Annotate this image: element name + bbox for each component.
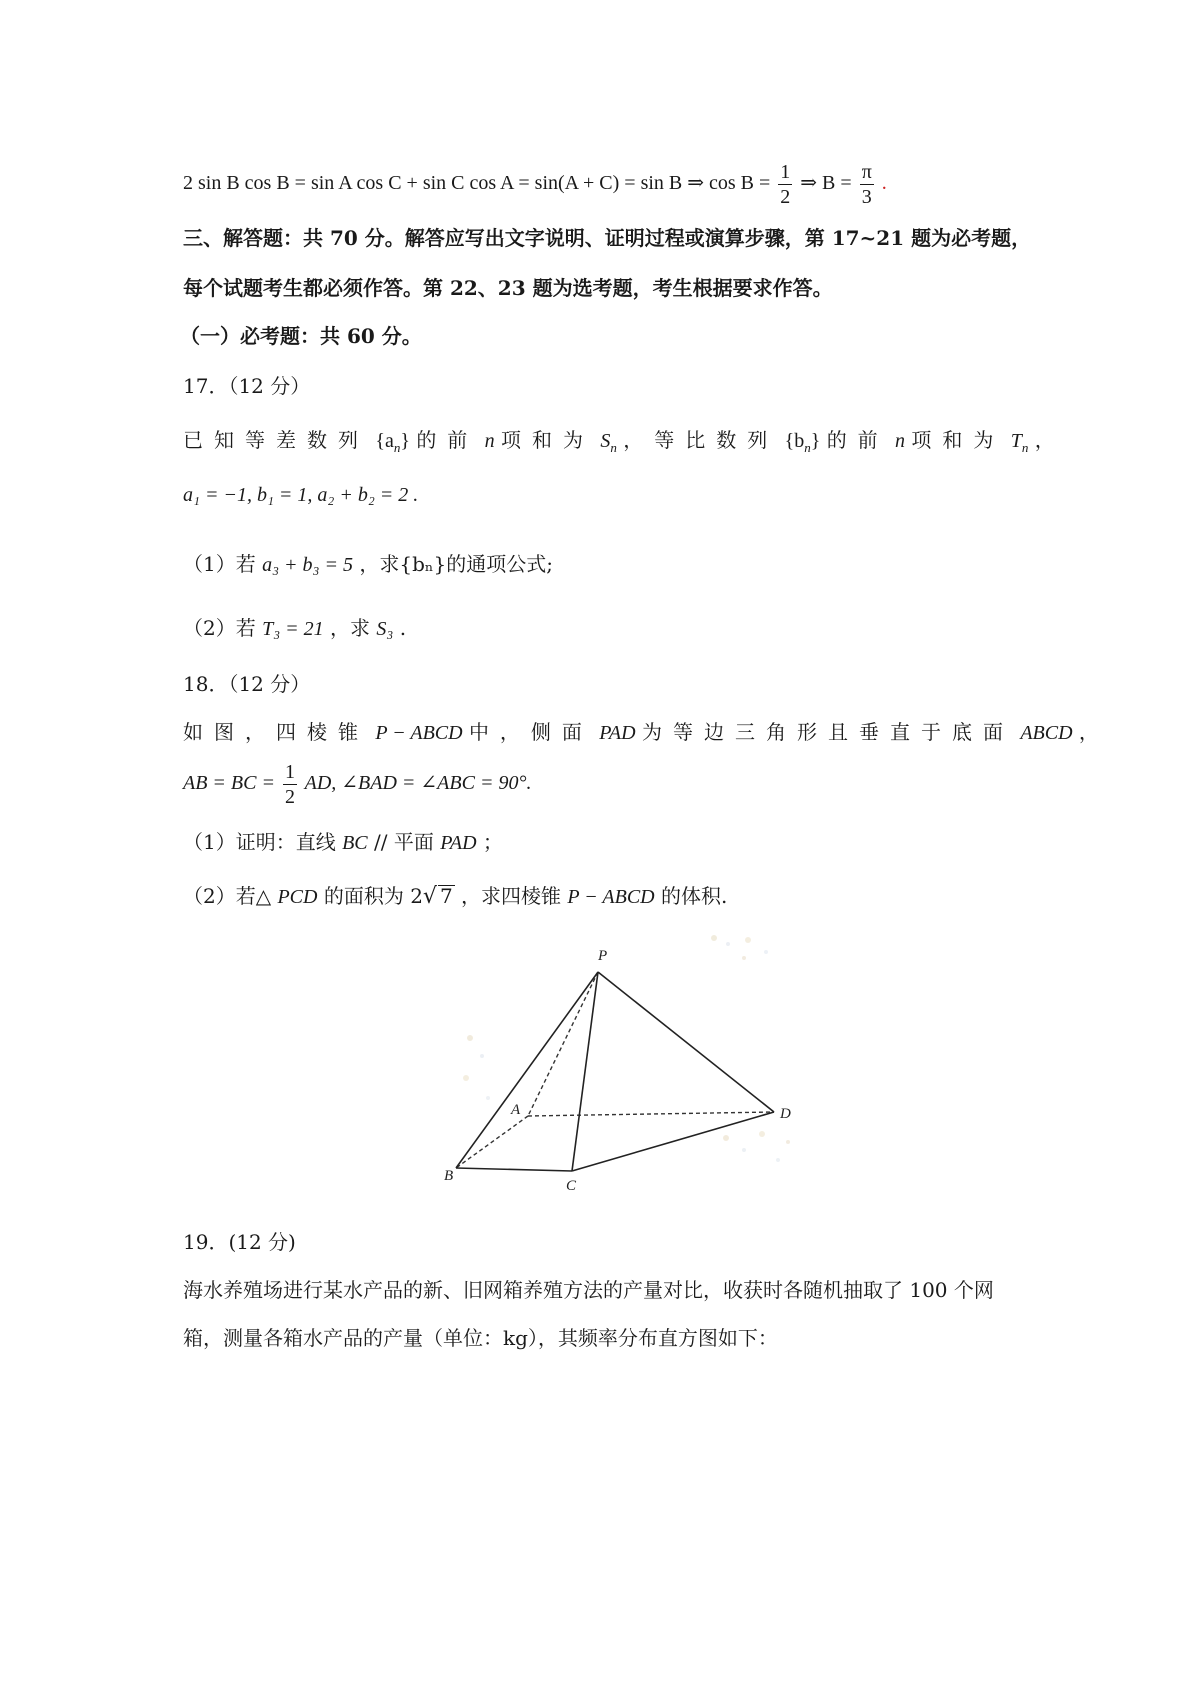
vertex-label-A: A [511, 1102, 521, 1118]
var-S: S [600, 430, 611, 452]
fraction-denominator: 2 [284, 786, 295, 808]
q18-stem [183, 716, 1099, 745]
q18-text: 如图，四棱锥 [183, 720, 369, 744]
q17-given: a₁ = −1, b₁ = 1, a₂ + b₂ = 2 . [183, 484, 419, 506]
var-n: n [895, 430, 906, 452]
q17-part2-end: . [399, 616, 407, 640]
fraction-numerator: 1 [284, 761, 295, 783]
q18-part2-triangle: PCD [277, 886, 318, 908]
q18-part2 [183, 880, 727, 909]
edge-AB [456, 1116, 528, 1168]
q17-part1-ask: ，求{bₙ}的通项公式; [359, 552, 554, 576]
q17-part2-ask: ，求 [330, 616, 371, 640]
edge-AD [528, 1112, 774, 1116]
vertex-label-P: P [598, 948, 608, 964]
q17-number: 17．（12 分） [183, 374, 311, 398]
var-T: T [1010, 430, 1022, 452]
fraction-one-half [778, 160, 792, 209]
seq-close: } [810, 430, 821, 452]
q17-part2-target: S₃ [376, 618, 394, 640]
fraction-one-half [283, 760, 297, 809]
var-S-sub: n [610, 440, 617, 455]
section3-line2: 每个试题考生都必须作答。第 22、23 题为选考题，考生根据要求作答。 [183, 276, 833, 300]
fraction-numerator: 1 [780, 161, 791, 183]
q18-part2-radicand: 7 [439, 884, 453, 908]
q18-text: 中，侧面 [468, 720, 593, 744]
seq-close: } [400, 430, 410, 452]
fraction-numerator: π [861, 161, 872, 183]
q18-part2-coef: 2 [410, 884, 423, 908]
q18-eq-left: AB = BC = [183, 772, 275, 795]
q17-stem [183, 424, 1055, 456]
q19-line1: 海水养殖场进行某水产品的新、旧网箱养殖方法的产量对比，收获时各随机抽取了 100 个网 [183, 1278, 994, 1302]
q18-pyramid: P − ABCD [375, 722, 463, 744]
fraction-pi-third [860, 160, 874, 209]
pyramid-diagram [444, 928, 828, 1194]
q17-text: ，等比数列 [623, 428, 779, 452]
q18-base: ABCD [1020, 722, 1073, 744]
q18-given [183, 760, 531, 809]
vertex-label-D: D [780, 1106, 791, 1122]
q17-text: 项和为 [501, 428, 595, 452]
formula-line [183, 160, 887, 209]
var-T-sub: n [1021, 440, 1029, 455]
q17-part2 [183, 612, 406, 641]
q18-eq-right: AD, ∠BAD = ∠ABC = 90°. [304, 772, 532, 795]
q18-part1 [183, 826, 503, 855]
q18-text: 为等边三角形且垂直于底面 [641, 720, 1014, 744]
q17-part2-label: （2）若 [183, 616, 256, 640]
q18-part1-plane: PAD [440, 832, 477, 854]
q17-text: 的前 [826, 428, 889, 452]
q17-part1 [183, 548, 553, 577]
seq-a-sub: n [393, 440, 401, 455]
q18-part2-ask: ，求四棱锥 [461, 884, 562, 908]
q17-part2-condition: T₃ = 21 [262, 618, 324, 640]
q18-part1-line: BC [342, 832, 368, 854]
edge-CD [572, 1112, 774, 1171]
q18-text: ， [1078, 720, 1099, 744]
q18-part1-label: （1）证明：直线 [183, 830, 336, 854]
q18-part1-end: ； [482, 830, 503, 854]
q19-line2: 箱，测量各箱水产品的产量（单位：kg），其频率分布直方图如下： [183, 1326, 778, 1350]
q17-text: 项和为 [911, 428, 1005, 452]
edge-PA [528, 972, 598, 1116]
fraction-denominator: 3 [861, 186, 872, 208]
q18-part2-pyramid: P − ABCD [567, 886, 655, 908]
q17-part1-label: （1）若 [183, 552, 256, 576]
edge-BC [456, 1168, 572, 1171]
seq-a: {a [375, 430, 394, 452]
part1-heading: （一）必考题：共 60 分。 [180, 324, 422, 348]
var-n: n [484, 430, 495, 452]
scan-noise-decoration [463, 935, 790, 1162]
q18-number: 18．（12 分） [183, 672, 311, 696]
q18-part1-mid: // 平面 [374, 830, 434, 854]
fraction-denominator: 2 [780, 186, 791, 208]
q18-face: PAD [599, 722, 636, 744]
q17-text: 已知等差数列 [183, 428, 369, 452]
edge-PD [598, 972, 774, 1112]
q17-text: ， [1034, 428, 1055, 452]
vertex-label-C: C [566, 1178, 577, 1194]
q18-part2-label: （2）若△ [183, 884, 272, 908]
sqrt-icon: √ [422, 884, 437, 909]
q19-number: 19．(12 分) [183, 1230, 296, 1254]
q18-part2-end: 的体积. [660, 884, 728, 908]
formula-implies: ⇒ B = [800, 172, 852, 195]
formula-end: . [881, 172, 887, 195]
seq-b-sub: n [804, 440, 811, 455]
q18-part2-mid: 的面积为 [323, 884, 404, 908]
formula-expr: 2 sin B cos B = sin A cos C + sin C cos A = sin(A + C) = sin B ⇒ cos B = [183, 172, 771, 195]
q17-part1-condition: a₃ + b₃ = 5 [262, 554, 353, 576]
vertex-label-B: B [444, 1168, 454, 1184]
section3-line1: 三、解答题：共 70 分。解答应写出文字说明、证明过程或演算步骤，第 17~21 题为必考题， [183, 226, 1032, 250]
pyramid-figure [444, 928, 828, 1194]
q17-text: 的前 [416, 428, 479, 452]
seq-b: {b [784, 430, 805, 452]
